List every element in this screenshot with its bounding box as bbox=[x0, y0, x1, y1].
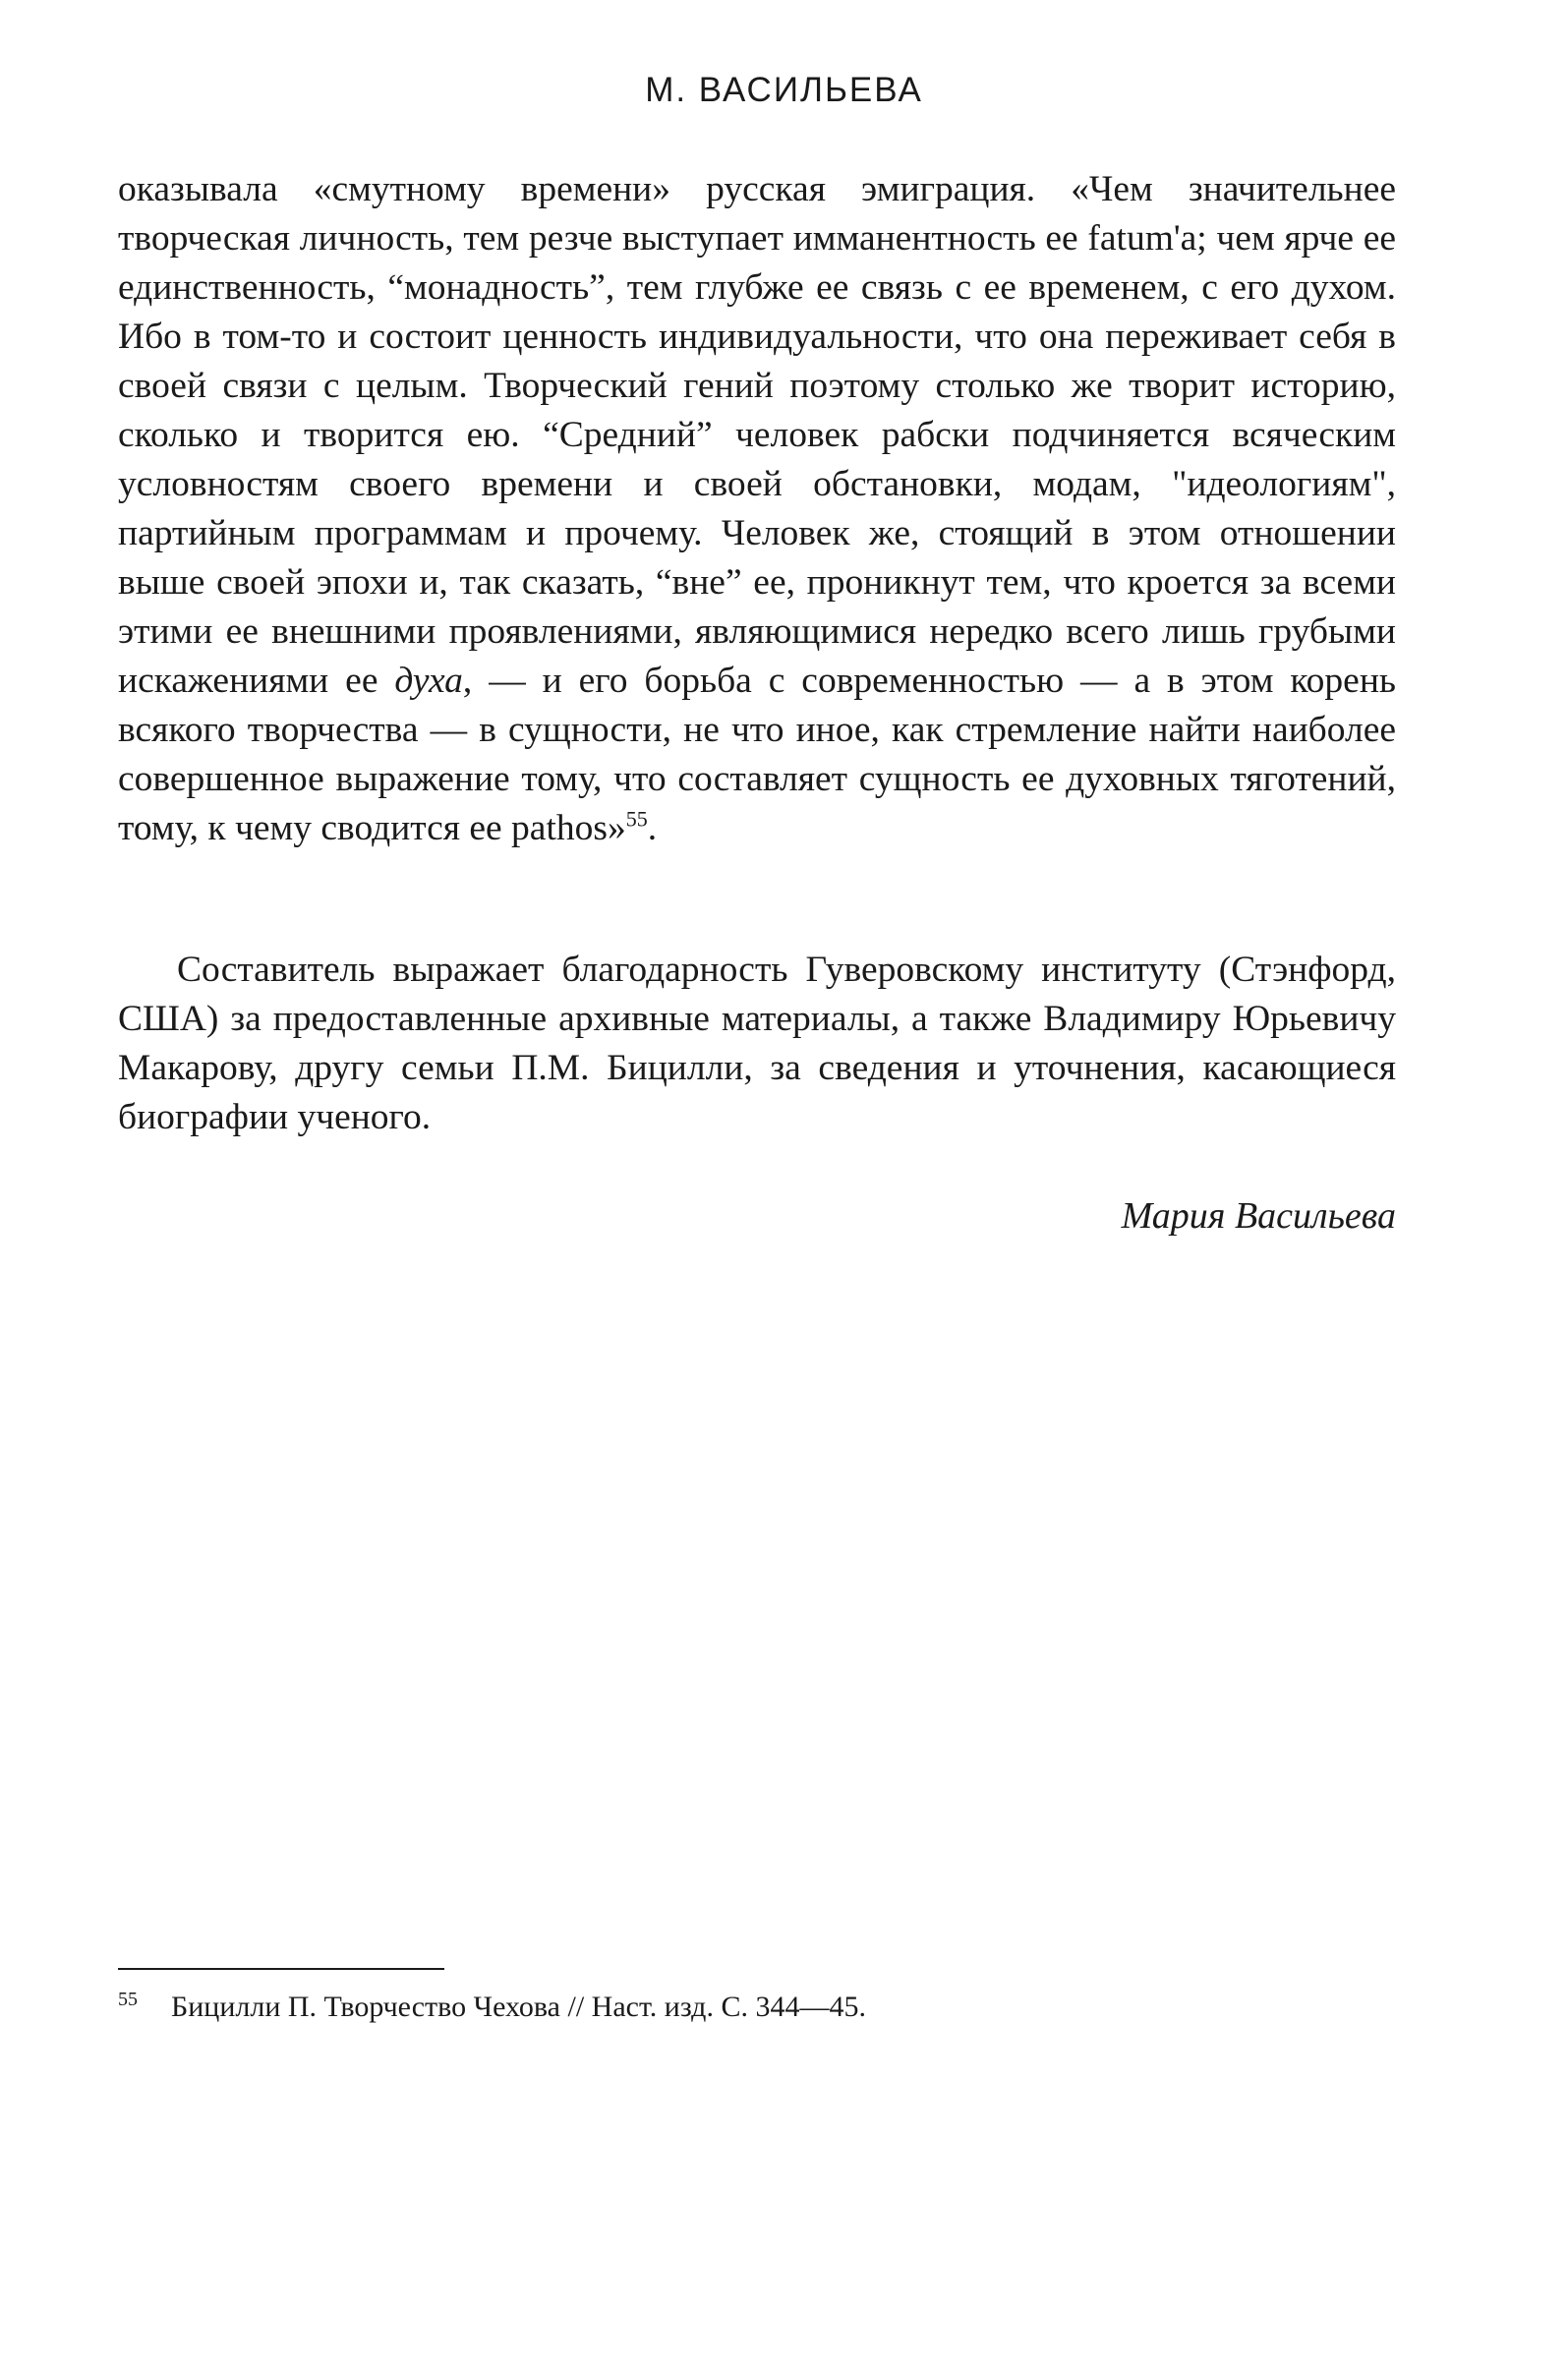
footnote-reference: 55 bbox=[625, 806, 648, 832]
footnote-text: Бицилли П. Творчество Чехова // Наст. изд. С. 344—45. bbox=[171, 1991, 866, 2023]
acknowledgement-paragraph bbox=[118, 946, 1396, 1142]
quote-text-after: , — и его борьба с современностью — а в этом корень всякого творчества — в сущности, не что иное, как стремление найти наиболее совершенное выражение тому, что составляет сущность ее духовных тяготений, тому, к чему сводится ее pathos» bbox=[118, 661, 1396, 848]
quote-paragraph bbox=[118, 165, 1396, 853]
running-head: М. ВАСИЛЬЕВА bbox=[645, 71, 923, 109]
footnote-number: 55 bbox=[118, 1989, 138, 2010]
quote-end: . bbox=[647, 808, 658, 848]
footnote bbox=[118, 1986, 1396, 2029]
acknowledgement-text: Составитель выражает благодарность Гуверовскому институту (Стэнфорд, США) за предоставленные архивные материалы, а также Владимиру Юрьевичу Макарову, другу семьи П.М. Бицилли, за сведения и уточнения, касающиеся биографии ученого. bbox=[118, 950, 1396, 1137]
author-signature: Мария Васильева bbox=[1121, 1195, 1396, 1237]
quote-emphasis: духа bbox=[394, 661, 463, 701]
quote-text bbox=[118, 165, 1396, 853]
footnote-divider bbox=[118, 1968, 444, 1970]
quote-text-main: оказывала «смутному времени» русская эмиграция. «Чем значительнее творческая личность, тем резче выступает имманентность ее fatum'a; чем ярче ее единственность, “монадность”, тем глубже ее связь с ее временем, с его духом. Ибо в том-то и состоит ценность индивидуальности, что она переживает себя в своей связи с целым. Творческий гений поэтому столько же творит историю, сколько и творится ею. “Средний” человек рабски подчиняется всяческим условностям своего времени и своей обстановки, модам, "идеологиям", партийным программам и прочему. Человек же, стоящий в этом отношении выше своей эпохи и, так сказать, “вне” ее, проникнут тем, что кроется за всеми этими ее внешними проявлениями, являющимися нередко всего лишь грубыми искажениями ее bbox=[118, 169, 1396, 701]
